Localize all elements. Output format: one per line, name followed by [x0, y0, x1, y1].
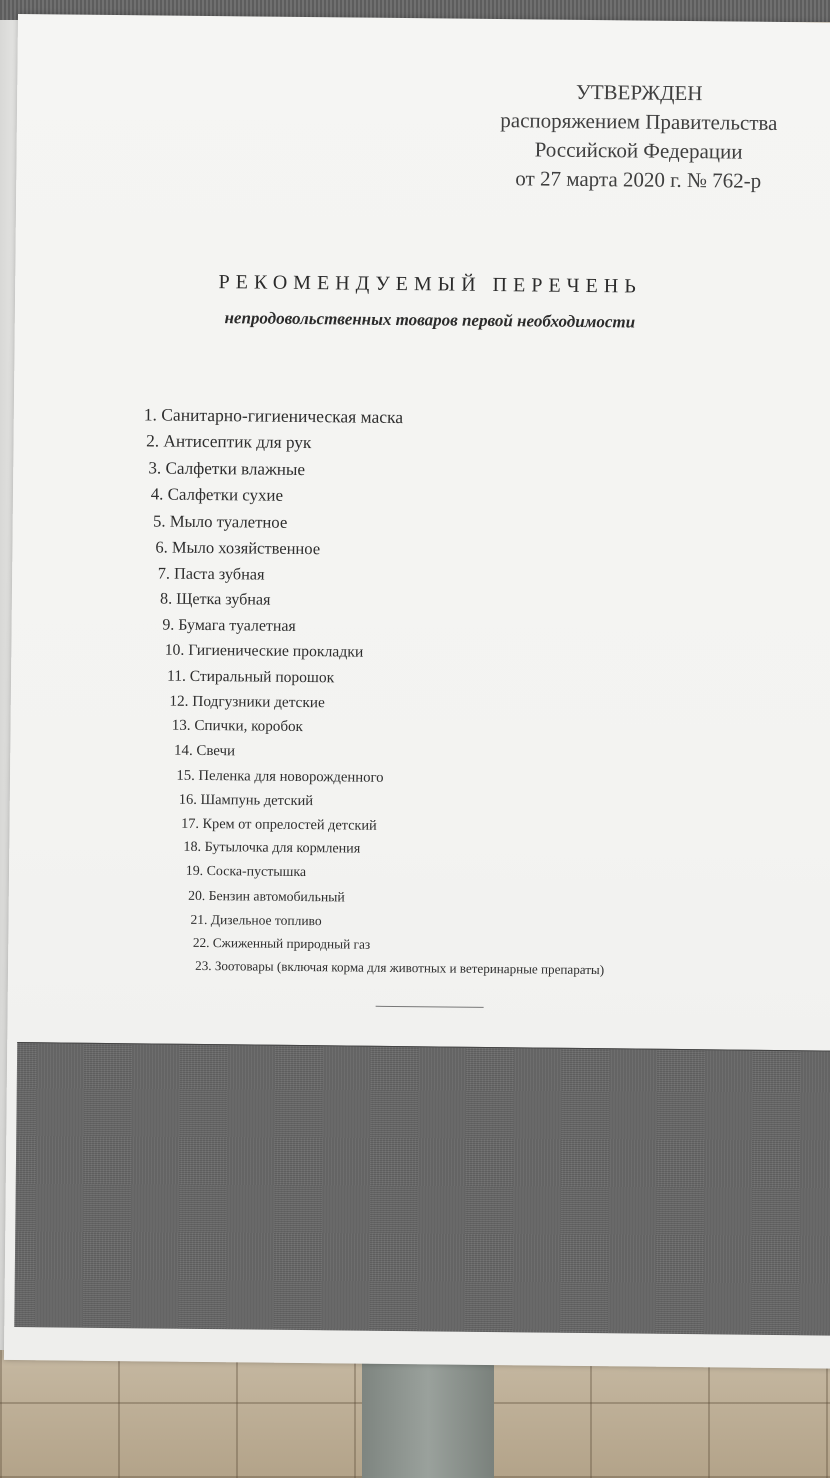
list-item: 20. Бензин автомобильный — [188, 887, 345, 905]
scan-gray-band — [14, 1042, 830, 1336]
list-item: 23. Зоотовары (включая корма для животных и ветеринарные препараты) — [195, 958, 605, 978]
list-item: 7. Паста зубная — [157, 563, 265, 584]
list-item: 2. Антисептик для рук — [146, 431, 312, 453]
list-item: 19. Соска-пустышка — [185, 864, 307, 881]
list-item: 18. Бутылочка для кормления — [183, 839, 361, 858]
approval-date-number: от 27 марта 2020 г. № 762-р — [515, 166, 762, 193]
document-title: РЕКОМЕНДУЕМЫЙ ПЕРЕЧЕНЬ — [218, 271, 642, 298]
list-item: 4. Салфетки сухие — [150, 484, 284, 506]
list-item: 21. Дизельное топливо — [190, 911, 322, 928]
list-item: 17. Крем от опрелостей детский — [181, 816, 377, 835]
list-item: 3. Салфетки влажные — [148, 458, 306, 479]
approval-status: УТВЕРЖДЕН — [575, 79, 703, 106]
list-item: 14. Свечи — [174, 742, 236, 760]
list-item: 8. Щетка зубная — [159, 590, 271, 609]
end-separator — [376, 1006, 484, 1008]
list-item: 16. Шампунь детский — [178, 791, 314, 810]
list-item: 9. Бумага туалетная — [162, 616, 296, 635]
approval-block — [478, 77, 799, 196]
approval-country: Российской Федерации — [534, 137, 743, 164]
goods-list — [138, 401, 610, 981]
list-item: 11. Стиральный порошок — [166, 667, 335, 687]
list-item: 15. Пеленка для новорожденного — [176, 767, 384, 786]
stand-leg — [362, 1352, 494, 1478]
list-item: 10. Гигиенические прокладки — [164, 642, 364, 662]
list-item: 5. Мыло туалетное — [152, 511, 288, 532]
document-page — [4, 14, 830, 1369]
list-item: 22. Сжиженный природный газ — [192, 934, 371, 952]
approval-authority: распоряжением Правительства — [500, 108, 778, 135]
list-item: 12. Подгузники детские — [169, 692, 325, 712]
list-item: 13. Спички, коробок — [171, 717, 304, 736]
list-item: 1. Санитарно-гигиеническая маска — [143, 404, 404, 428]
document-subtitle: непродовольственных товаров первой необходимости — [224, 308, 636, 332]
list-item: 6. Мыло хозяйственное — [155, 537, 321, 559]
